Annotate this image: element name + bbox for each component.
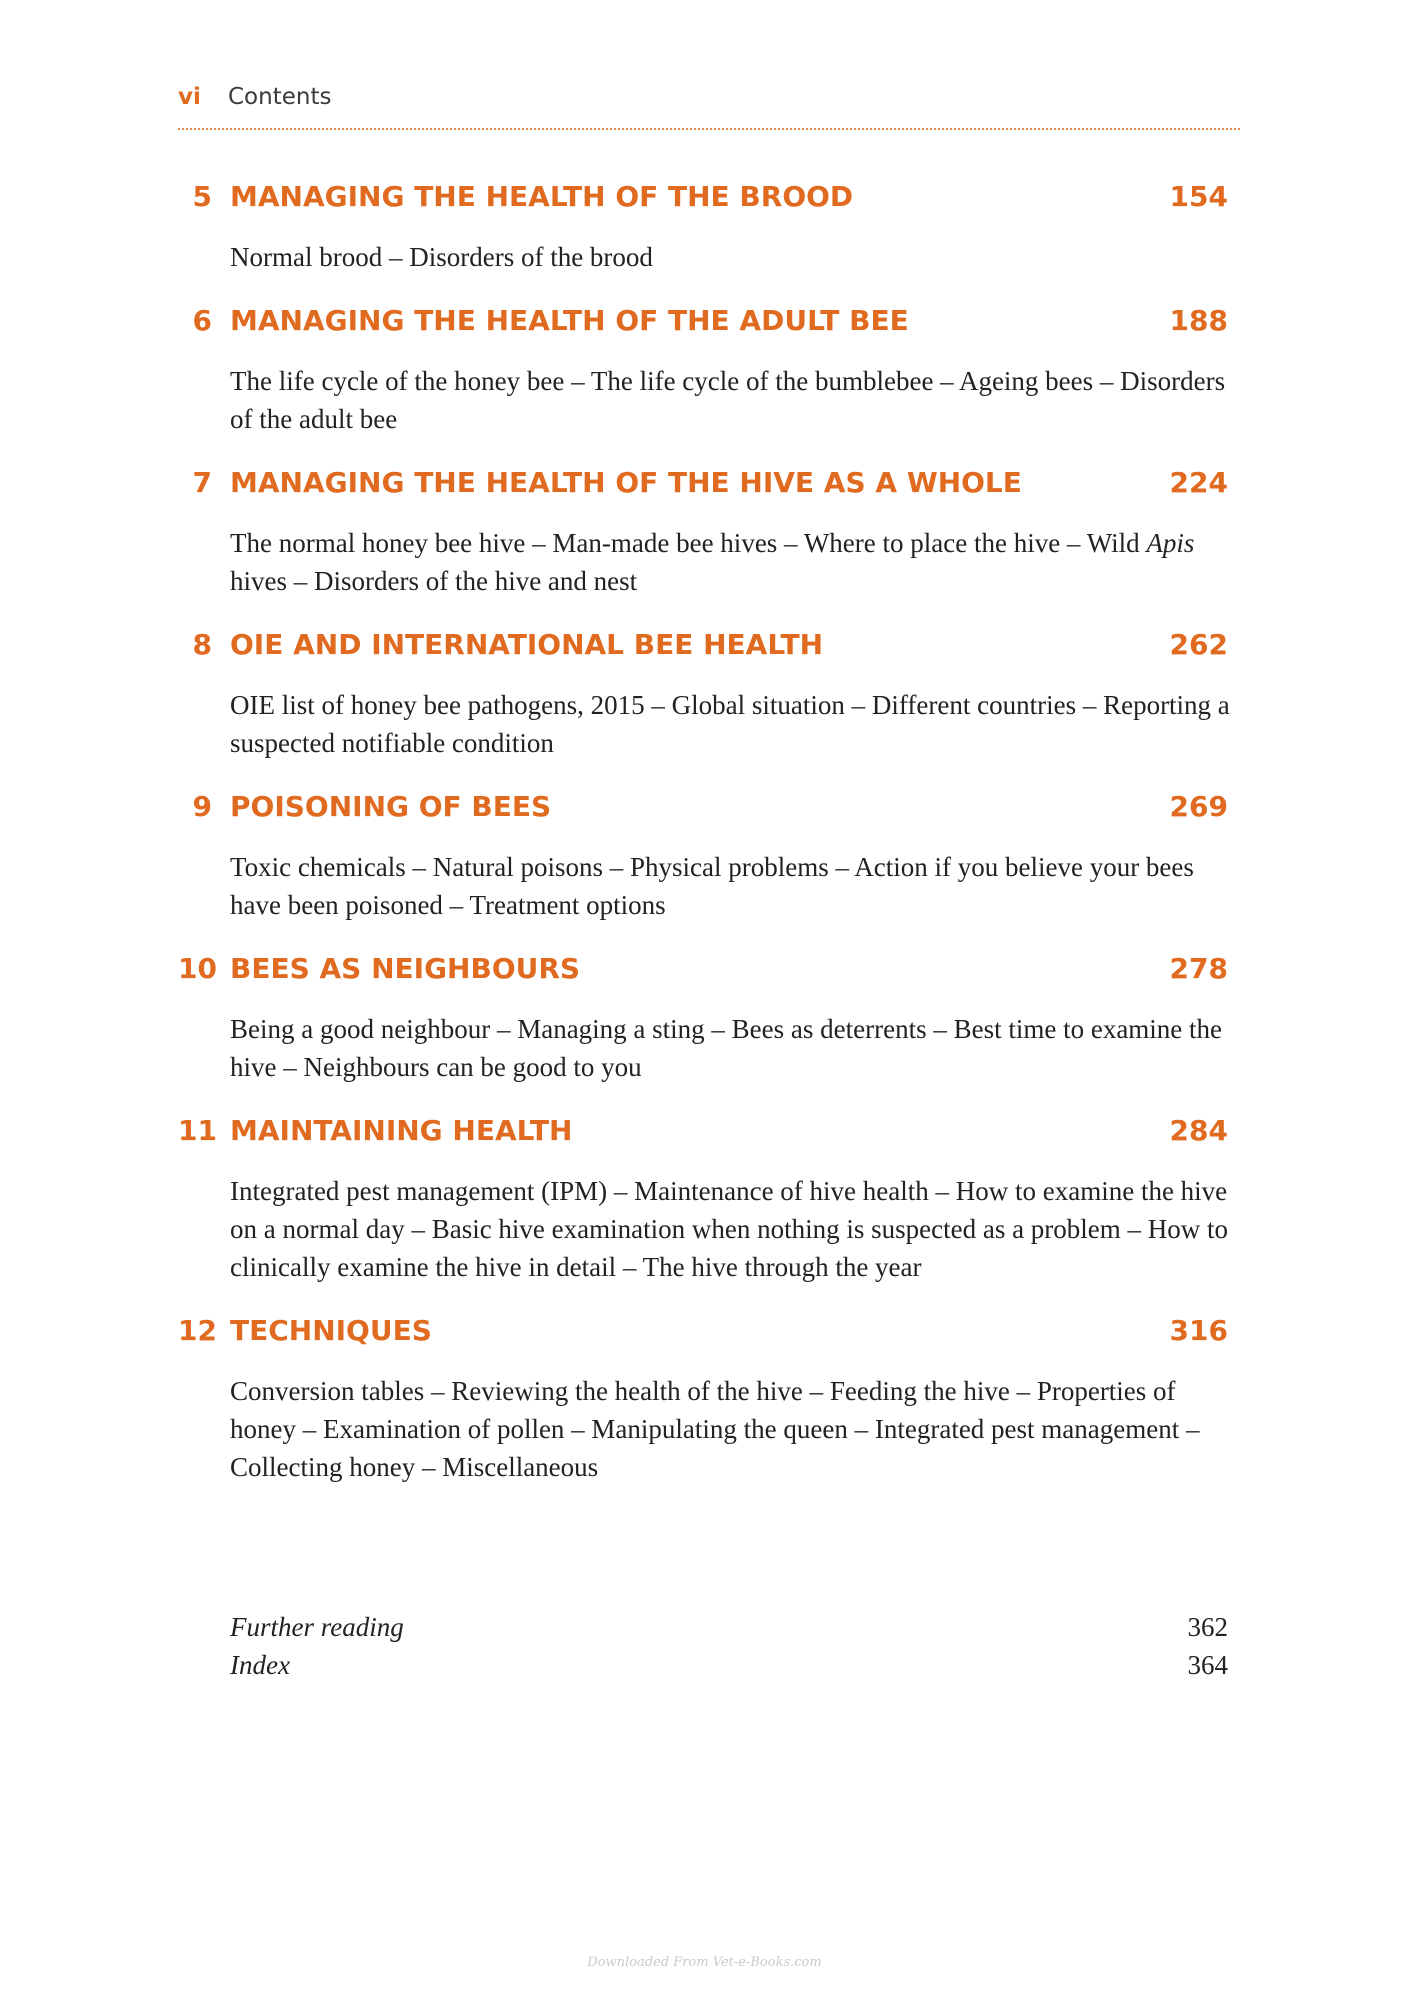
chapter-heading[interactable] <box>178 952 1240 996</box>
chapter-description: Integrated pest management (IPM) – Maintenance of hive health – How to examine the hive on a normal day – Basic hive examination when nothing is suspected as a problem – How to clinically examine the hive in detail – The hive through the year <box>230 1176 1229 1282</box>
chapter-page-number: 224 <box>1169 466 1228 499</box>
table-of-contents <box>178 180 1240 1514</box>
toc-chapter[interactable] <box>178 1314 1240 1486</box>
chapter-page-number: 316 <box>1169 1314 1228 1347</box>
chapter-heading[interactable] <box>178 1114 1240 1158</box>
description-text: hives – Disorders of the hive and nest <box>230 566 638 596</box>
chapter-description: Conversion tables – Reviewing the health of the hive – Feeding the hive – Properties of honey – Examination of pollen – Manipulating the queen – Integrated pest management – Collecting honey – Miscellaneous <box>230 1376 1200 1482</box>
further-reading-label[interactable]: Further reading <box>230 1612 404 1642</box>
further-reading-page: 362 <box>1187 1612 1228 1642</box>
chapter-title[interactable]: MAINTAINING HEALTH <box>230 1114 573 1147</box>
back-matter-entry[interactable] <box>230 1612 1228 1650</box>
chapter-number: 10 <box>178 952 217 985</box>
chapter-title[interactable]: MANAGING THE HEALTH OF THE ADULT BEE <box>230 304 909 337</box>
description-text: The normal honey bee hive – Man-made bee hives – Where to place the hive – Wild <box>230 528 1147 558</box>
toc-chapter[interactable] <box>178 952 1240 1086</box>
toc-chapter[interactable] <box>178 304 1240 438</box>
back-matter <box>230 1612 1228 1688</box>
chapter-heading[interactable] <box>178 628 1240 672</box>
chapter-number: 7 <box>192 466 212 499</box>
download-watermark: Downloaded From Vet-e-Books.com <box>587 1955 822 1970</box>
index-label[interactable]: Index <box>230 1650 290 1680</box>
chapter-title[interactable]: MANAGING THE HEALTH OF THE BROOD <box>230 180 854 213</box>
chapter-title[interactable]: MANAGING THE HEALTH OF THE HIVE AS A WHOLE <box>230 466 1022 499</box>
chapter-heading[interactable] <box>178 466 1240 510</box>
chapter-number: 8 <box>192 628 212 661</box>
index-page: 364 <box>1187 1650 1228 1680</box>
description-italic-text: Apis <box>1146 528 1195 558</box>
chapter-description: Being a good neighbour – Managing a sting – Bees as deterrents – Best time to examine the hive – Neighbours can be good to you <box>230 1014 1223 1082</box>
chapter-number: 6 <box>192 304 212 337</box>
chapter-number: 5 <box>192 180 212 213</box>
chapter-heading[interactable] <box>178 180 1240 224</box>
chapter-title[interactable]: OIE AND INTERNATIONAL BEE HEALTH <box>230 628 824 661</box>
chapter-description: The life cycle of the honey bee – The life cycle of the bumblebee – Ageing bees – Disorders of the adult bee <box>230 366 1226 434</box>
chapter-heading[interactable] <box>178 790 1240 834</box>
chapter-description: OIE list of honey bee pathogens, 2015 – Global situation – Different countries – Reporting a suspected notifiable condition <box>230 690 1230 758</box>
chapter-page-number: 284 <box>1169 1114 1228 1147</box>
chapter-description: Normal brood – Disorders of the brood <box>230 242 653 272</box>
page-number: vi <box>178 84 201 110</box>
toc-chapter[interactable] <box>178 180 1240 276</box>
section-title: Contents <box>228 84 332 110</box>
chapter-page-number: 188 <box>1169 304 1228 337</box>
chapter-description: Toxic chemicals – Natural poisons – Physical problems – Action if you believe your bees have been poisoned – Treatment options <box>230 852 1194 920</box>
chapter-page-number: 154 <box>1169 180 1228 213</box>
chapter-title[interactable]: TECHNIQUES <box>230 1314 432 1347</box>
chapter-page-number: 278 <box>1169 952 1228 985</box>
chapter-number: 9 <box>192 790 212 823</box>
chapter-description <box>230 524 1230 600</box>
chapter-page-number: 262 <box>1169 628 1228 661</box>
chapter-page-number: 269 <box>1169 790 1228 823</box>
chapter-number: 12 <box>178 1314 217 1347</box>
back-matter-entry[interactable] <box>230 1650 1228 1688</box>
toc-chapter[interactable] <box>178 1114 1240 1286</box>
chapter-title[interactable]: POISONING OF BEES <box>230 790 552 823</box>
toc-chapter[interactable] <box>178 466 1240 600</box>
chapter-heading[interactable] <box>178 304 1240 348</box>
toc-chapter[interactable] <box>178 790 1240 924</box>
chapter-heading[interactable] <box>178 1314 1240 1358</box>
page-header <box>178 84 1240 130</box>
chapter-title[interactable]: BEES AS NEIGHBOURS <box>230 952 581 985</box>
toc-chapter[interactable] <box>178 628 1240 762</box>
chapter-number: 11 <box>178 1114 217 1147</box>
